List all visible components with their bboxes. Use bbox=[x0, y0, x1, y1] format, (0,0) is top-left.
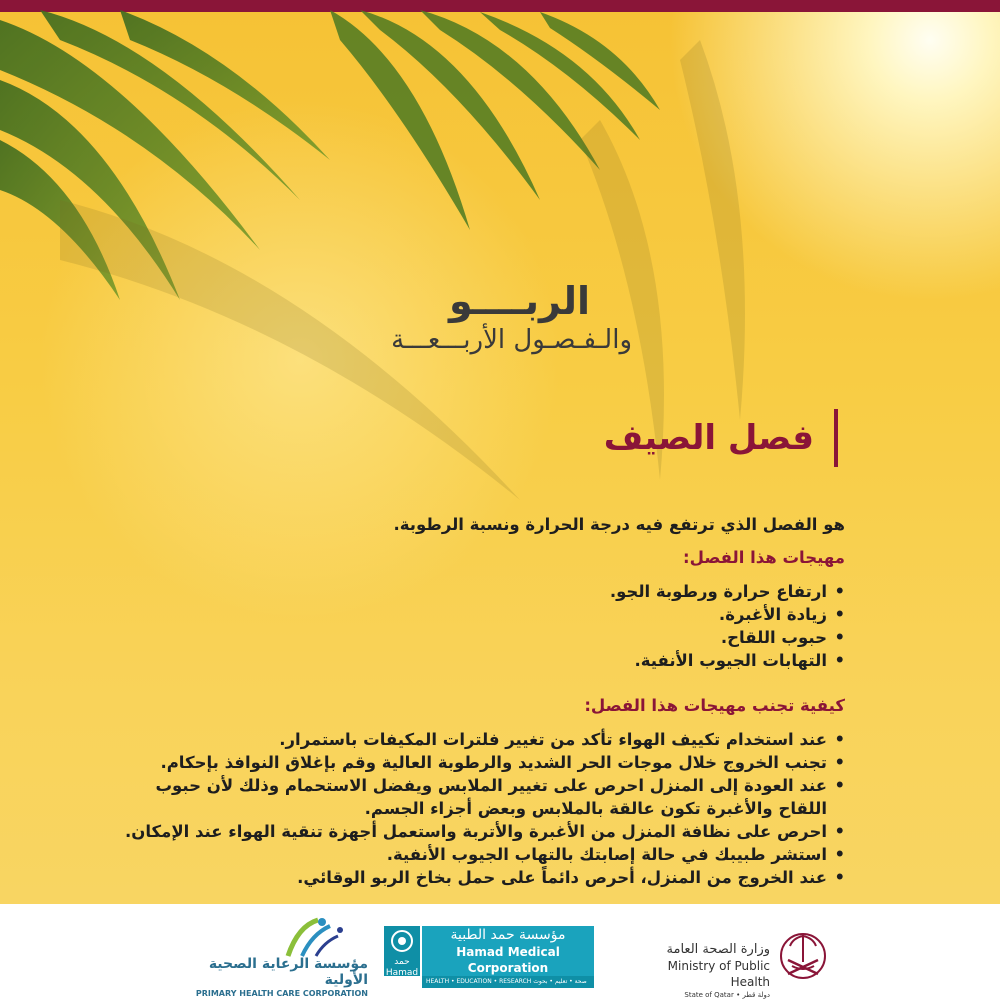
hamad-tagline: HEALTH • EDUCATION • RESEARCH صحة • تعليم • بحوث bbox=[422, 976, 594, 988]
phc-name-ar: مؤسسة الرعاية الصحية الأولية bbox=[208, 956, 368, 988]
list-item: • عند استخدام تكييف الهواء تأكد من تغيير فلترات المكيفات باستمرار. bbox=[125, 728, 845, 751]
avoid-list bbox=[125, 728, 845, 889]
list-item: • التهابات الجيوب الأنفية. bbox=[125, 649, 845, 672]
phc-swoosh-icon bbox=[278, 916, 348, 960]
hamad-box-en: Hamad bbox=[385, 968, 419, 978]
hamad-name-en: Hamad Medical Corporation bbox=[456, 945, 560, 975]
season-title: فصل الصيف bbox=[603, 418, 814, 458]
season-accent-bar bbox=[834, 409, 838, 467]
list-item: • احرص على نظافة المنزل من الأغبرة والأتربة واستعمل أجهزة تنقية الهواء عند الإمكان. bbox=[125, 820, 845, 843]
hamad-box-ar: حمد bbox=[394, 957, 410, 967]
hamad-logo bbox=[384, 926, 594, 985]
title-subtitle: والـفـصـول الأربـــعـــة bbox=[391, 325, 632, 355]
list-item: • حبوب اللقاح. bbox=[125, 626, 845, 649]
moph-logo bbox=[628, 918, 828, 999]
list-item: • عند الخروج من المنزل، أحرص دائماً على حمل بخاخ الربو الوقائي. bbox=[125, 866, 845, 889]
phc-name-en: PRIMARY HEALTH CARE CORPORATION bbox=[195, 989, 368, 998]
list-item: • ارتفاع حرارة ورطوبة الجو. bbox=[125, 580, 845, 603]
list-item: • استشر طبيبك في حالة إصابتك بالتهاب الجيوب الأنفية. bbox=[125, 843, 845, 866]
hamad-name-ar: مؤسسة حمد الطبية bbox=[450, 927, 566, 943]
moph-name-ar: وزارة الصحة العامة bbox=[666, 942, 770, 957]
campaign-title bbox=[340, 278, 640, 356]
hamad-symbol-icon bbox=[389, 929, 415, 953]
moph-name-en: Ministry of Public Health bbox=[667, 959, 770, 989]
moph-state: State of Qatar • دولة قطر bbox=[684, 991, 770, 999]
triggers-heading: مهيجات هذا الفصل: bbox=[683, 548, 845, 567]
content-body bbox=[125, 512, 845, 889]
qatar-emblem-icon bbox=[778, 922, 828, 984]
hamad-emblem bbox=[384, 926, 420, 976]
intro-text: هو الفصل الذي ترتفع فيه درجة الحرارة ونسبة الرطوبة. bbox=[393, 515, 845, 534]
footer-logos bbox=[0, 904, 1000, 1000]
season-heading bbox=[604, 408, 838, 468]
title-main: الربــــو bbox=[449, 279, 590, 323]
triggers-list bbox=[125, 580, 845, 672]
list-item: • زيادة الأغبرة. bbox=[125, 603, 845, 626]
list-item: • عند العودة إلى المنزل احرص على تغيير الملابس ويفضل الاستحمام وذلك لأن حبوب اللقاح والأغبرة تكون عالقة بالملابس وبعض أجزاء الجسم. bbox=[125, 774, 845, 820]
avoid-heading: كيفية تجنب مهيجات هذا الفصل: bbox=[584, 696, 845, 715]
phc-logo bbox=[178, 916, 368, 998]
list-item: • تجنب الخروج خلال موجات الحر الشديد والرطوبة العالية وقم بإغلاق النوافذ بإحكام. bbox=[125, 751, 845, 774]
